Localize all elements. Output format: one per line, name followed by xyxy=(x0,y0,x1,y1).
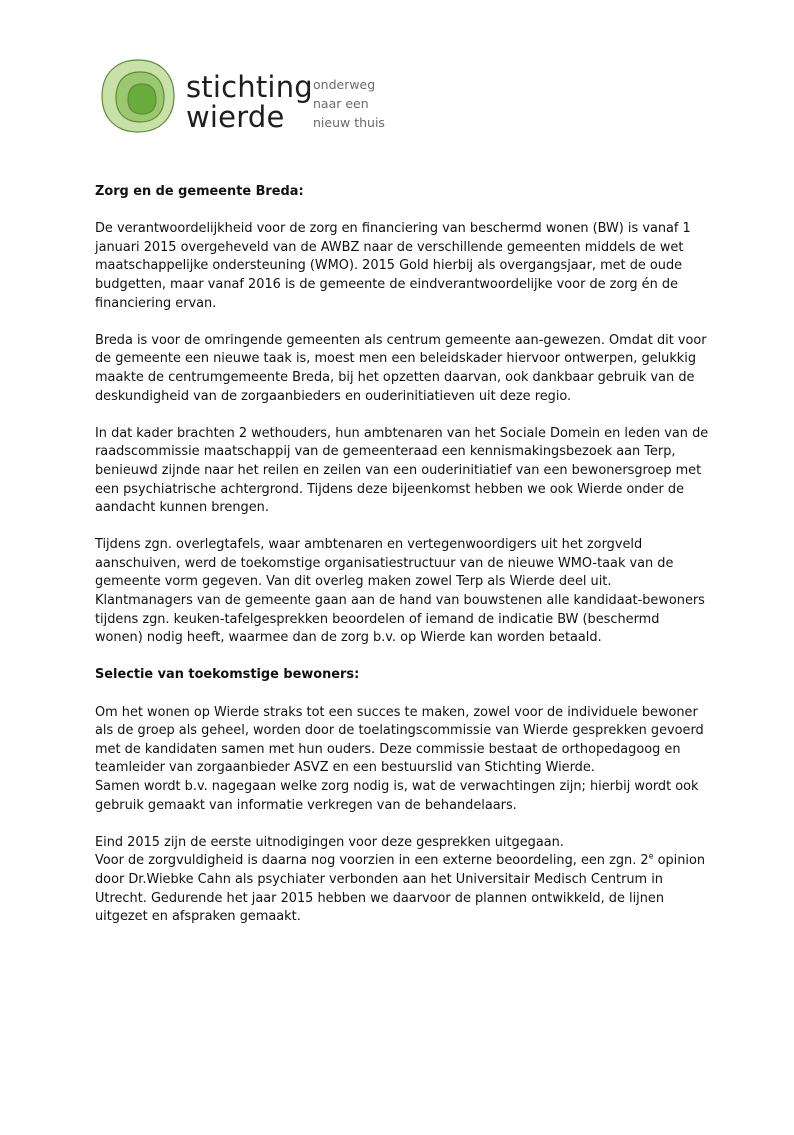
text-run: opinion door Dr.Wiebke Cahn als psychiater verbonden aan het Universitair Medisch Centrum in Utrecht. Gedurende het jaar 2015 hebben we daarvoor de plannen ontwikkeld, de lijnen uitgezet en afspraken gemaakt. xyxy=(95,853,706,925)
concentric-leaf-logo-icon xyxy=(100,58,176,134)
brand-name xyxy=(186,72,313,132)
letterhead xyxy=(100,58,420,148)
paragraph: Om het wonen op Wierde straks tot een succes te maken, zowel voor de individuele bewoner als de groep als geheel, worden door de toelatingscommissie van Wierde gesprekken gevoerd met de kandidaten samen met hun ouders. Deze commissie bestaat de orthopedagoog en teamleider van zorgaanbieder ASVZ en een bestuurslid van Stichting Wierde. xyxy=(95,704,704,776)
paragraph xyxy=(95,852,710,926)
text-run: Voor de zorgvuldigheid is daarna nog voorzien in een externe beoordeling, een zgn. 2 xyxy=(95,853,649,869)
document-body xyxy=(95,183,710,945)
section-heading-zorg: Zorg en de gemeente Breda: xyxy=(95,184,304,199)
paragraph: Tijdens zgn. overlegtafels, waar ambtenaren en vertegenwoordigers uit het zorgveld aanschuiven, werd de toekomstige organisatiestructuur van de nieuwe WMO-taak van de gemeente vorm gegeven. Van dit overleg maken zowel Terp als Wierde deel uit. Klantmanagers van de gemeente gaan aan de hand van bouwstenen alle kandidaat-bewoners tijdens zgn. keuken-tafelgesprekken beoordelen of iemand de indicatie BW (beschermd wonen) nodig heeft, waarmee dan de zorg b.v. op Wierde kan worden betaald. xyxy=(95,537,705,646)
superscript: e xyxy=(648,852,654,862)
paragraph: In dat kader brachten 2 wethouders, hun ambtenaren van het Sociale Domein en leden van de raadscommissie maatschappij van de gemeenteraad een kennismakingsbezoek aan Terp, benieuwd zijnde naar het reilen en zeilen van een ouderinitiatief van een bewonersgroep met een psychiatrische achtergrond. Tijdens deze bijeenkomst hebben we ook Wierde onder de aandacht kunnen brengen. xyxy=(95,425,709,516)
tagline-line-2: naar een xyxy=(313,96,369,111)
tagline-line-3: nieuw thuis xyxy=(313,115,385,130)
paragraph: Breda is voor de omringende gemeenten als centrum gemeente aan-gewezen. Omdat dit voor de gemeente een nieuwe taak is, moest men een beleidskader hiervoor ontwerpen, gelukkig maakte de centrumgemeente Breda, bij het opzetten daarvan, ook dankbaar gebruik van de deskundigheid van de zorgaanbieders en ouderinitiatieven uit deze regio. xyxy=(95,332,707,404)
section-heading-selectie: Selectie van toekomstige bewoners: xyxy=(95,667,360,683)
brand-line-2: wierde xyxy=(186,100,285,134)
paragraph: De verantwoordelijkheid voor de zorg en financiering van beschermd wonen (BW) is vanaf 1 januari 2015 overgeheveld van de AWBZ naar de verschillende gemeenten middels de wet maatschappelijke ondersteuning (WMO). 2015 Gold hierbij als overgangsjaar, met de oude budgetten, maar vanaf 2016 is de gemeente de eindverantwoordelijke voor de zorg én de financiering ervan. xyxy=(95,221,691,311)
tagline xyxy=(313,75,385,132)
paragraph: Eind 2015 zijn de eerste uitnodigingen voor deze gesprekken uitgegaan. xyxy=(95,834,564,850)
brand-line-1: stichting xyxy=(186,70,313,104)
tagline-line-1: onderweg xyxy=(313,77,376,92)
paragraph: Samen wordt b.v. nagegaan welke zorg nodig is, wat de verwachtingen zijn; hierbij wordt ook gebruik gemaakt van informatie verkregen van de behandelaars. xyxy=(95,779,699,813)
